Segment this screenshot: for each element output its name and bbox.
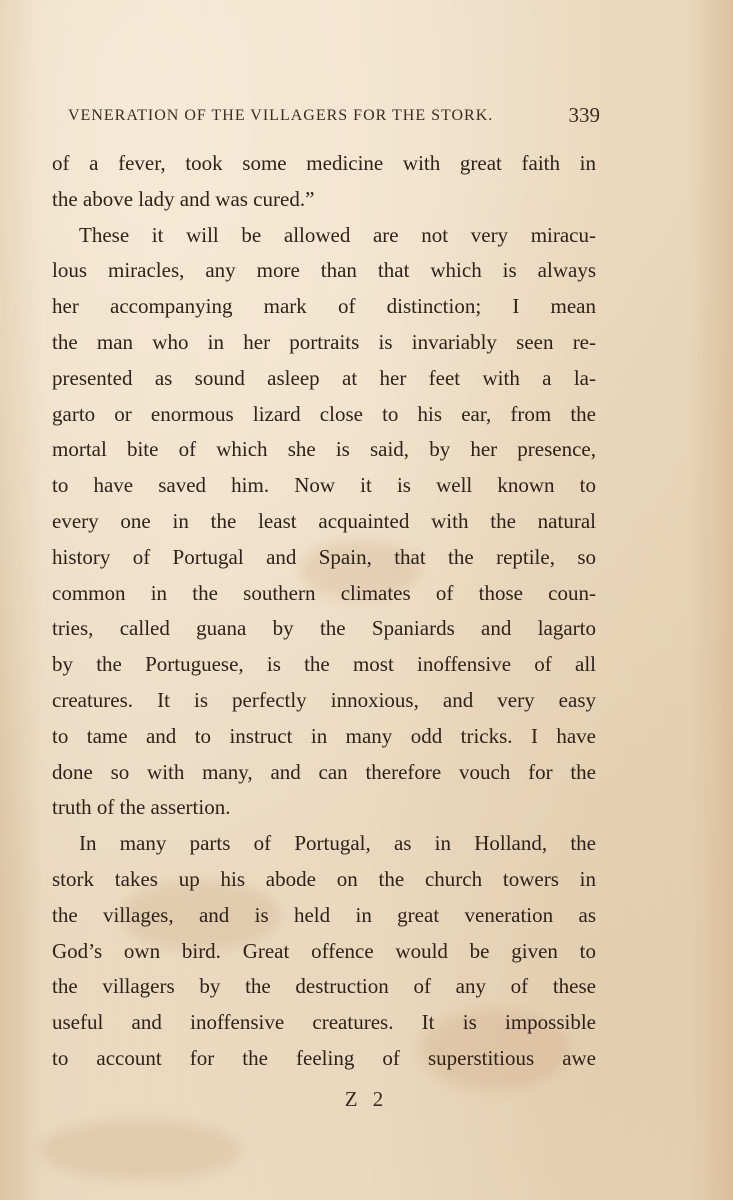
text-line: every one in the least acquainted with the natural (52, 508, 596, 533)
running-head-title: VENERATION OF THE VILLAGERS FOR THE STORK. (68, 107, 494, 124)
text-line: stork takes up his abode on the church towers in (52, 866, 596, 891)
text-line: to have saved him. Now it is well known to (52, 473, 596, 498)
text-line: of a fever, took some medicine with great faith in (52, 151, 596, 175)
text-line: lous miracles, any more than that which is always (52, 258, 596, 283)
text-line: to account for the feeling of superstitious awe (52, 1045, 596, 1070)
text-line: mortal bite of which she is said, by her presence, (52, 437, 596, 462)
text-line: truth of the assertion. (52, 795, 231, 820)
running-head (60, 103, 600, 131)
text-line: by the Portuguese, is the most inoffensive of all (52, 652, 596, 677)
text-line: God’s own bird. Great offence would be given to (52, 938, 596, 963)
text-line: to tame and to instruct in many odd tricks. I have (52, 723, 596, 748)
text-line: the above lady and was cured.” (52, 186, 315, 211)
text-line: In many parts of Portugal, as in Holland, the (79, 831, 596, 856)
text-line: done so with many, and can therefore vouch for the (52, 759, 596, 784)
text-line: useful and inoffensive creatures. It is impossible (52, 1010, 596, 1035)
body-text (52, 146, 596, 1077)
text-line: common in the southern climates of those coun- (52, 580, 596, 605)
text-line: history of Portugal and Spain, that the reptile, so (52, 544, 596, 569)
text-line: tries, called guana by the Spaniards and lagarto (52, 616, 596, 641)
signature-mark: Z 2 (344, 1087, 389, 1111)
text-line: the villages, and is held in great veneration as (52, 902, 596, 927)
text-line: garto or enormous lizard close to his ear, from the (52, 401, 596, 426)
text-line: creatures. It is perfectly innoxious, and very easy (52, 687, 596, 712)
text-line: the man who in her portraits is invariably seen re- (52, 329, 596, 354)
foxing-stain (40, 1120, 240, 1180)
text-line: the villagers by the destruction of any of these (52, 974, 596, 999)
page-number: 339 (568, 103, 600, 127)
text-line: her accompanying mark of distinction; I mean (52, 294, 596, 319)
text-line: presented as sound asleep at her feet with a la- (52, 365, 596, 390)
text-line: These it will be allowed are not very miracu- (79, 222, 596, 247)
